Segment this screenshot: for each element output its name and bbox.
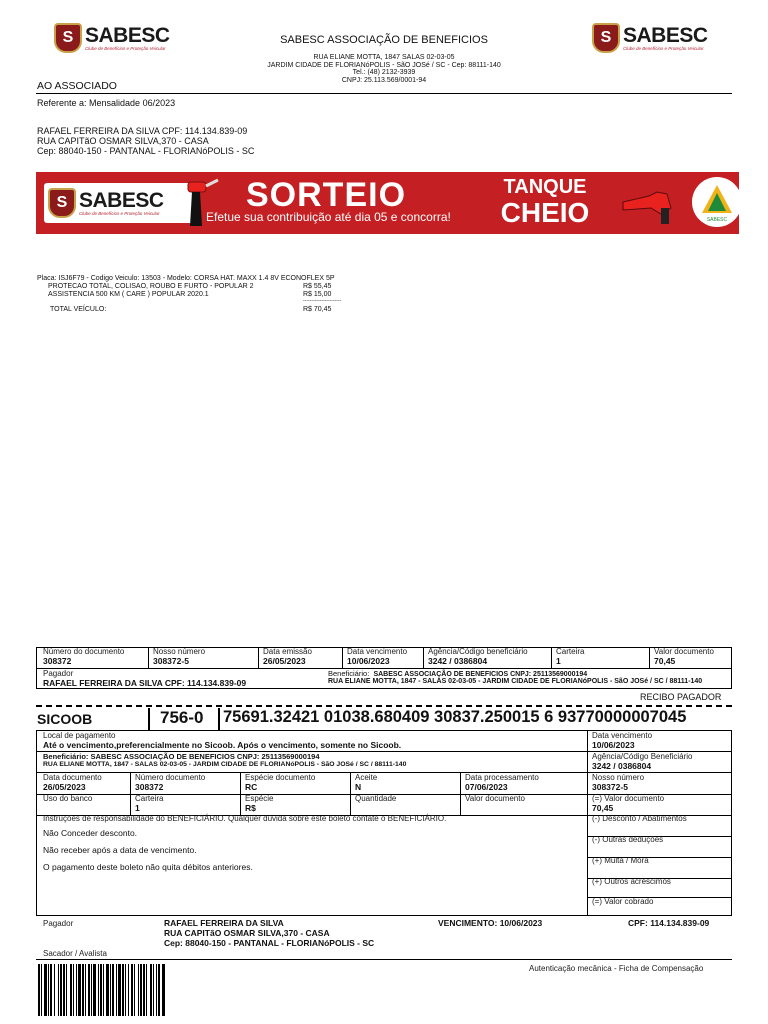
logo-text: SABESC [623, 23, 708, 47]
bank-use: Uso do banco [43, 794, 93, 803]
bank-name: SICOOB [37, 711, 93, 727]
logo-subtitle: Clube de Benefícios e Proteção Veicular [85, 45, 166, 51]
vehicle-item-1-value: R$ 55,45 [303, 283, 332, 290]
logo-subtitle: Clube de Benefícios e Proteção Veicular [623, 45, 704, 51]
boleto-right-divider [587, 730, 588, 916]
logo-text: SABESC [85, 23, 170, 47]
vehicle-separator: ----------------------- [303, 298, 342, 304]
shield-icon: S [592, 23, 620, 53]
discount-field: (-) Desconto / Abatimentos [592, 814, 687, 823]
receipt-doc-value: Valor documento 70,45 [654, 647, 714, 666]
charged-value-field: (=) Valor cobrado [592, 897, 654, 906]
instructions-label: Instruções de responsabilidade do BENEFICIÁRIO. Qualquer dúvida sobre este boleto contate o BENEFICIÁRIO. [43, 814, 447, 823]
bank-code: 756-0 [160, 708, 204, 727]
agency-code: Agência/Código Beneficiário 3242 / 0386804 [592, 752, 693, 771]
receipt-col-divider [258, 647, 259, 668]
instruction-1: Não Conceder desconto. [43, 828, 138, 838]
doc-date: Data documento 26/05/2023 [43, 773, 102, 792]
company-address: RUA ELIANE MOTTA, 1847 SALAS 02-03-05 JARDIM CIDADE DE FLORIANóPOLIS - SãO JOSé / SC - Cep: 88111-140 Tel.: (48) 2132-3939 CNPJ: 25.113.569/0001-94 [267, 54, 501, 84]
bank-divider [218, 708, 220, 730]
vehicle-total-label: TOTAL VEÍCULO: [50, 306, 107, 313]
mechanical-auth: Autenticação mecânica - Ficha de Compensação [529, 964, 704, 973]
boleto-col [240, 772, 241, 815]
accept: Aceite N [355, 773, 378, 792]
bank-divider [148, 708, 150, 730]
receipt-col-divider [148, 647, 149, 668]
boleto-col [350, 772, 351, 815]
nozzle-icon [621, 178, 681, 228]
promo-banner [36, 172, 739, 234]
recipient-block: RAFAEL FERREIRA DA SILVA CPF: 114.134.839-09 RUA CAPITãO OSMAR SILVA,370 - CASA Cep: 88040-150 - PANTANAL - FLORIANóPOLIS - SC [37, 126, 255, 156]
receipt-col-divider [551, 647, 552, 668]
banner-subtitle: Efetue sua contribuição até dia 05 e concorra! [206, 210, 451, 224]
vehicle-item-2-label: ASSISTENCIA 500 KM ( CARE ) POPULAR 2020.1 [48, 291, 209, 298]
instruction-3: O pagamento deste boleto não quita débitos anteriores. [43, 862, 253, 872]
fine-field: (+) Multa / Mora [592, 856, 649, 865]
document-value: (=) Valor documento 70,45 [592, 794, 665, 813]
banner-tanque: TANQUE CHEIO [500, 176, 590, 228]
barcode [38, 964, 256, 1016]
cpf-short: CPF: 114.134.839-09 [628, 918, 710, 928]
svg-text:SABESC: SABESC [706, 217, 728, 223]
receipt-beneficiary: Beneficiário: SABESC ASSOCIAÇÃO DE BENEFICIOS CNPJ: 25113569000194 RUA ELIANE MOTTA, 1847 - SALAS 02-03-05 - JARDIM CIDADE DE FLORIANóPOLIS - SãO JOSé / SC / 88111-140 [328, 669, 703, 685]
payment-location: Local de pagamento Até o vencimento,preferencialmente no Sicoob. Após o vencimento, somente no Sicoob. [43, 731, 402, 750]
receipt-col-divider [342, 647, 343, 668]
recibo-pagador: RECIBO PAGADOR [640, 692, 722, 702]
barcode-bar [165, 964, 166, 1016]
receipt-due-date: Data vencimento 10/06/2023 [347, 647, 408, 666]
boleto-col [460, 772, 461, 815]
receipt-payer: Pagador RAFAEL FERREIRA DA SILVA CPF: 114.134.839-09 [43, 669, 247, 688]
instruction-2: Não receber após a data de vencimento. [43, 845, 197, 855]
receipt-agency: Agência/Código beneficiário 3242 / 0386804 [428, 647, 528, 666]
sabesc-auto-seal [692, 177, 739, 227]
additions-field: (+) Outros acréscimos [592, 877, 671, 886]
receipt-nosso-numero: Nosso número 308372-5 [153, 647, 206, 666]
processing-date: Data processamento 07/06/2023 [465, 773, 539, 792]
receipt-col-divider [423, 647, 424, 668]
vehicle-item-1-label: PROTECAO TOTAL, COLISAO, ROUBO E FURTO - POPULAR 2 [48, 283, 254, 290]
due-date: Data vencimento 10/06/2023 [592, 731, 653, 750]
due-short: VENCIMENTO: 10/06/2023 [438, 918, 543, 928]
receipt-wallet: Carteira 1 [556, 647, 585, 666]
beneficiary: Beneficiário: SABESC ASSOCIAÇÃO DE BENEFICIOS CNPJ: 25113569000194 RUA ELIANE MOTTA, 1847 - SALAS 02-03-05 - JARDIM CIDADE DE FLORIANóPOLIS - SãO JOSé / SC / 88111-140 [43, 752, 407, 768]
header-divider [36, 93, 732, 94]
receipt-emission-date: Data emissão 26/05/2023 [263, 647, 312, 666]
reference-text: Referente a: Mensalidade 06/2023 [37, 98, 176, 108]
company-title: SABESC ASSOCIAÇÃO DE BENEFICIOS [280, 34, 488, 46]
banner-logo: S SABESC Clube de Benefícios e Proteção Veicular [44, 183, 200, 223]
species: Espécie R$ [245, 794, 274, 813]
nosso-numero: Nosso número 308372-5 [592, 773, 645, 792]
boleto-col [130, 772, 131, 815]
quantity: Quantidade [355, 794, 397, 803]
doc-species: Espécie documento RC [245, 773, 316, 792]
deductions-field: (-) Outras deduções [592, 835, 664, 844]
doc-value-field: Valor documento [465, 794, 525, 803]
wallet: Carteira 1 [135, 794, 164, 813]
vehicle-header: Placa: ISJ6F79 - Codigo Veiculo: 13503 - Modelo: CORSA HAT. MAXX 1.4 8V ECONOFLEX 5P [37, 275, 335, 282]
doc-number: Número documento 308372 [135, 773, 206, 792]
receipt-col-divider [649, 647, 650, 668]
sacador-label: Sacador / Avalista [43, 949, 107, 958]
cut-line [36, 705, 732, 707]
to-associate: AO ASSOCIADO [37, 80, 117, 92]
shield-icon: S [48, 188, 76, 218]
payer-label: Pagador [43, 919, 74, 928]
vehicle-details [37, 275, 437, 283]
banner-title: SORTEIO [246, 176, 407, 214]
payer-info: RAFAEL FERREIRA DA SILVA RUA CAPITãO OSMAR SILVA,370 - CASA Cep: 88040-150 - PANTANAL - FLORIANóPOLIS - SC [164, 918, 375, 948]
receipt-doc-number: Número do documento 308372 [43, 647, 125, 666]
shield-icon: S [54, 23, 82, 53]
vehicle-total-value: R$ 70,45 [303, 306, 332, 313]
vehicle-item-2-value: R$ 15,00 [303, 291, 332, 298]
digitable-line: 75691.32421 01038.680409 30837.250015 6 93770000007045 [223, 708, 687, 726]
